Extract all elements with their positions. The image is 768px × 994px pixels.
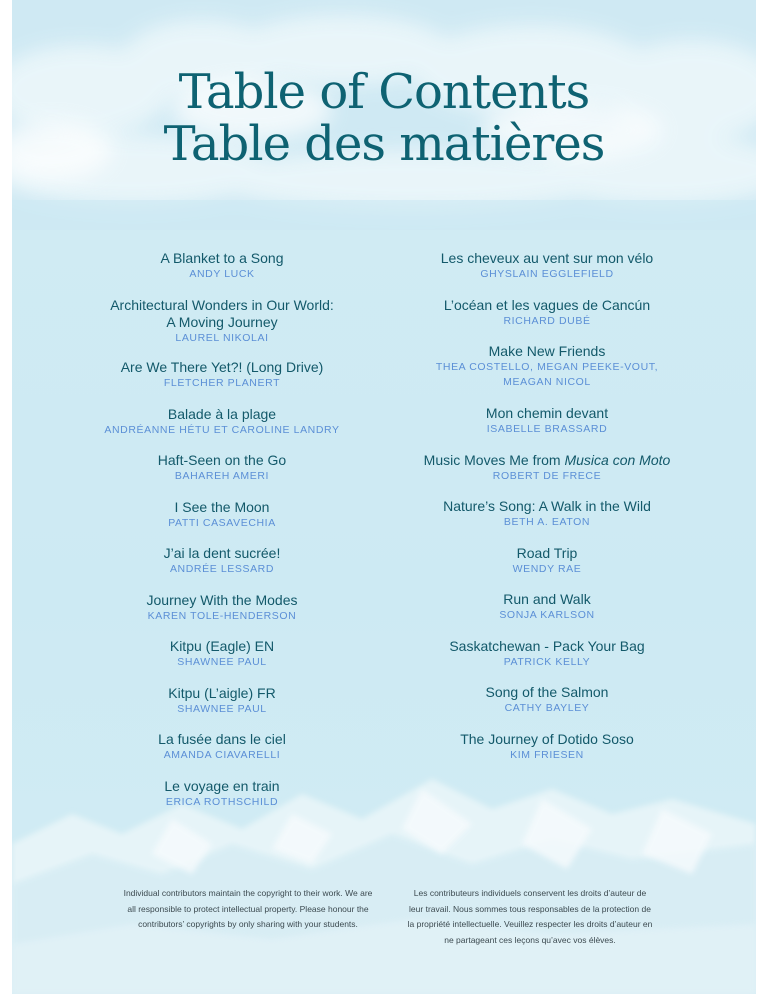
entry-title: Journey With the Modes	[146, 591, 298, 608]
toc-entry	[52, 685, 392, 732]
entry-author: ROBERT DE FRECE	[492, 469, 602, 482]
entry-title: The Journey of Dotido Soso	[460, 730, 634, 747]
entry-title: Nature’s Song: A Walk in the Wild	[443, 498, 651, 514]
toc-entry	[377, 498, 717, 545]
toc-entry	[377, 638, 717, 685]
copyright-notice-english	[118, 886, 378, 933]
title-french: Table des matières	[163, 116, 605, 172]
toc-entry	[377, 452, 717, 499]
entry-title: Kitpu (Eagle) EN	[169, 638, 275, 654]
toc-right-column	[377, 250, 717, 777]
entry-title-line: A Moving Journey	[166, 313, 278, 330]
entry-author: SONJA KARLSON	[499, 609, 595, 621]
entry-author: CATHY BAYLEY	[504, 702, 590, 714]
entry-author: SHAWNEE PAUL	[177, 656, 267, 668]
entry-author: ANDY LUCK	[189, 268, 255, 280]
toc-entry	[52, 359, 392, 406]
entry-author: ISABELLE BRASSARD	[486, 423, 608, 435]
entry-author: GHYSLAIN EGGLEFIELD	[480, 268, 614, 280]
toc-entry	[377, 684, 717, 731]
entry-title: A Blanket to a Song	[160, 250, 284, 266]
entry-author: SHAWNEE PAUL	[177, 702, 267, 715]
entry-author: KAREN TOLE-HENDERSON	[147, 609, 297, 622]
entry-author: WENDY RAE	[512, 562, 582, 575]
entry-title: Song of the Salmon	[485, 684, 609, 700]
entry-title: Kitpu (L’aigle) FR	[168, 684, 276, 701]
footer-line: Individual contributors maintain the copyright to their work. We are	[123, 888, 373, 898]
toc-entry	[52, 638, 392, 685]
footer-line: leur travail. Nous sommes tous responsables de la protection de	[409, 903, 651, 914]
entry-title: Les cheveux au vent sur mon vélo	[440, 250, 654, 266]
entry-title: Haft-Seen on the Go	[157, 452, 287, 468]
toc-entry	[52, 778, 392, 825]
footer-line: ne partageant ces leçons qu’avec vos élèves.	[444, 934, 616, 945]
footer-line: la propriété intellectuelle. Veuillez respecter les droits d’auteur en	[407, 919, 653, 929]
entry-author: ANDRÉE LESSARD	[169, 563, 275, 575]
entry-author: LAUREL NIKOLAI	[175, 331, 269, 344]
title-block	[12, 62, 756, 174]
toc-entry	[52, 731, 392, 778]
toc-entry	[377, 297, 717, 344]
entry-title: L’océan et les vagues de Cancún	[443, 296, 651, 313]
toc-entry	[377, 731, 717, 778]
entry-author-line: THEA COSTELLO, MEGAN PEEKE-VOUT,	[435, 361, 659, 373]
toc-entry	[377, 343, 717, 405]
toc-entry	[52, 297, 392, 360]
entry-author: FLETCHER PLANERT	[163, 377, 281, 389]
entry-author: BETH A. EATON	[503, 516, 591, 528]
footer-line: contributors’ copyrights by only sharing with your students.	[138, 919, 358, 929]
toc-entry	[377, 250, 717, 297]
toc-entry	[377, 545, 717, 592]
entry-title: Make New Friends	[488, 343, 606, 359]
toc-entry	[52, 406, 392, 453]
toc-entry	[52, 592, 392, 639]
entry-author: PATRICK KELLY	[503, 655, 591, 668]
entry-title: Run and Walk	[503, 591, 591, 607]
entry-author: RICHARD DUBÉ	[503, 314, 591, 327]
footer-line: Les contributeurs individuels conservent les droits d’auteur de	[413, 888, 647, 898]
toc-entry	[52, 545, 392, 592]
toc-entry	[377, 591, 717, 638]
copyright-notice-french	[400, 886, 660, 948]
entry-author: BAHAREH AMERI	[174, 470, 270, 482]
entry-title: Le voyage en train	[164, 777, 280, 794]
entry-title-prefix: Music Moves Me from	[423, 451, 565, 468]
entry-title: Saskatchewan - Pack Your Bag	[449, 637, 645, 654]
entry-author: KIM FRIESEN	[510, 748, 584, 761]
entry-title: La fusée dans le ciel	[158, 731, 286, 747]
entry-title-italic: Musica con Moto	[564, 451, 671, 468]
footer-line: all responsible to protect intellectual property. Please honour the	[127, 903, 369, 914]
entry-author: ANDRÉANNE HÉTU ET CAROLINE LANDRY	[104, 423, 340, 436]
entry-title: J’ai la dent sucrée!	[163, 545, 281, 561]
toc-entry	[377, 405, 717, 452]
entry-title-line: Architectural Wonders in Our World:	[110, 296, 334, 313]
entry-title: I See the Moon	[174, 498, 270, 515]
entry-author-line: MEAGAN NICOL	[503, 376, 591, 388]
page	[12, 0, 756, 994]
entry-title: Are We There Yet?! (Long Drive)	[120, 359, 324, 375]
entry-title	[377, 452, 717, 469]
entry-title: Road Trip	[516, 544, 578, 561]
entry-author: ERICA ROTHSCHILD	[165, 795, 279, 808]
entry-author: AMANDA CIAVARELLI	[163, 749, 281, 761]
toc-entry	[52, 499, 392, 546]
title-english: Table of Contents	[178, 64, 590, 120]
toc-entry	[52, 452, 392, 499]
toc-entry	[52, 250, 392, 297]
entry-author: PATTI CASAVECHIA	[168, 516, 276, 529]
entry-title: Mon chemin devant	[485, 405, 609, 421]
toc-left-column	[52, 250, 392, 824]
entry-title: Balade à la plage	[167, 405, 277, 422]
